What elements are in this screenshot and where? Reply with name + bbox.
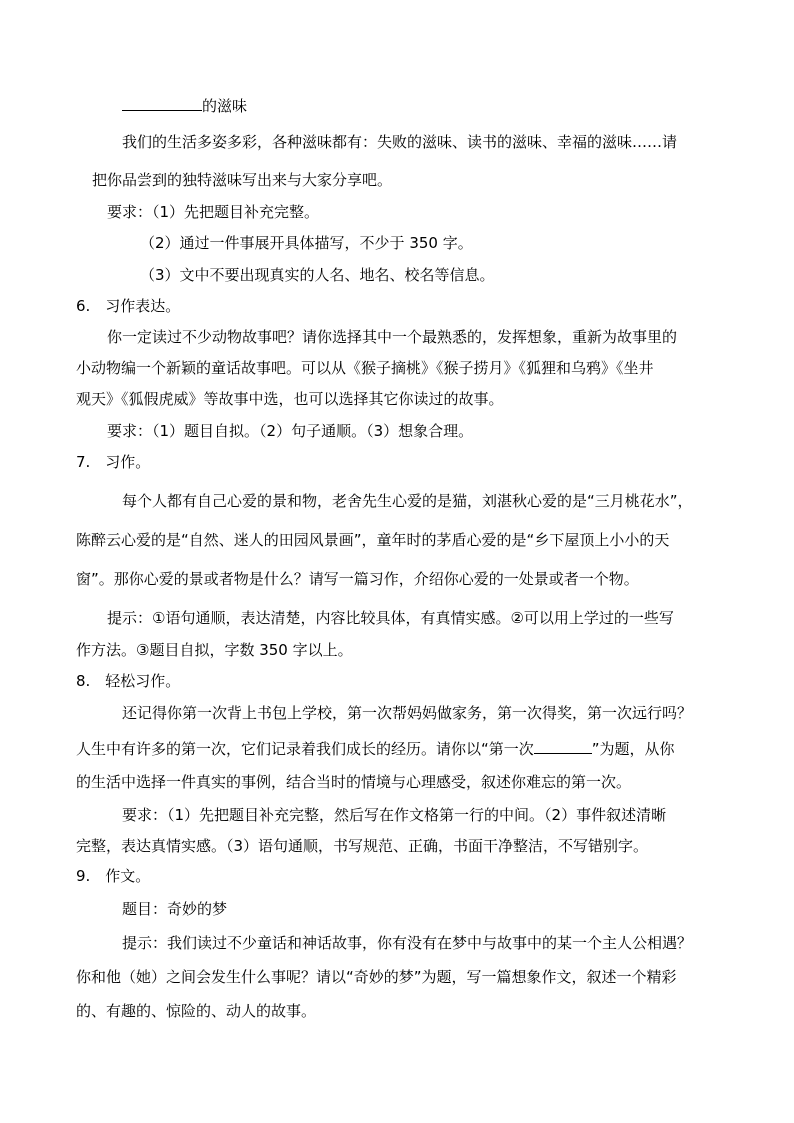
q5-requirement-1: 要求：（1）先把题目补充完整。 [107, 203, 320, 221]
q6-heading: 6. 习作表达。 [76, 297, 181, 315]
q5-requirement-2: （2）通过一件事展开具体描写，不少于 350 字。 [140, 234, 473, 252]
q7-tip-line-1: 提示：①语句通顺，表达清楚，内容比较具体，有真情实感。②可以用上学过的一些写 [107, 609, 674, 627]
q8-paragraph-line-3: 的生活中选择一件真实的事例，结合当时的情境与心理感受，叙述你难忘的第一次。 [76, 773, 632, 791]
q6-paragraph-line-1: 你一定读过不少动物故事吧？请你选择其中一个最熟悉的，发挥想象，重新为故事里的 [107, 328, 678, 346]
q8-paragraph-line-2-start: 人生中有许多的第一次，它们记录着我们成长的经历。请你以“第一次 [76, 740, 534, 758]
q5-intro-line-2: 把你品尝到的独特滋味写出来与大家分享吧。 [92, 171, 393, 189]
q8-title-blank [534, 737, 592, 754]
q9-title: 题目：奇妙的梦 [122, 900, 228, 918]
q5-intro-line-1: 我们的生活多姿多彩，各种滋味都有：失败的滋味、读书的滋味、幸福的滋味……请 [122, 133, 678, 151]
q8-paragraph-line-2-end: ”为题，从你 [591, 740, 675, 758]
q7-heading: 7. 习作。 [76, 453, 151, 471]
q7-paragraph-line-1: 每个人都有自己心爱的景和物，老舍先生心爱的是猫，刘湛秋心爱的是“三月桃花水”， [122, 492, 693, 510]
q5-title-blank [122, 94, 202, 111]
q9-paragraph-line-1: 提示：我们读过不少童话和神话故事，你有没有在梦中与故事中的某一个主人公相遇？ [122, 934, 693, 952]
q8-paragraph-line-2 [76, 737, 675, 759]
q8-paragraph-line-1: 还记得你第一次背上书包上学校，第一次帮妈妈做家务，第一次得奖，第一次远行吗？ [122, 704, 693, 722]
q8-requirement-line-1: 要求：（1）先把题目补充完整，然后写在作文格第一行的中间。（2）事件叙述清晰 [122, 806, 667, 824]
q7-paragraph-line-3: 窗”。那你心爱的景或者物是什么？请写一篇习作，介绍你心爱的一处景或者一个物。 [76, 570, 639, 588]
q8-requirement-line-2: 完整，表达真情实感。（3）语句通顺，书写规范、正确，书面干净整洁，不写错别字。 [76, 837, 649, 855]
q5-title-suffix: 的滋味 [202, 97, 248, 115]
q5-title-line [122, 94, 247, 116]
q6-paragraph-line-3: 观天》《狐假虎威》等故事中选，也可以选择其它你读过的故事。 [76, 390, 504, 408]
q6-paragraph-line-2: 小动物编一个新颖的童话故事吧。可以从《猴子摘桃》《猴子捞月》《狐狸和乌鸦》《坐井 [76, 359, 654, 377]
q5-requirement-3: （3）文中不要出现真实的人名、地名、校名等信息。 [140, 266, 495, 284]
q9-paragraph-line-3: 的、有趣的、惊险的、动人的故事。 [76, 1002, 317, 1020]
q6-requirement: 要求：（1）题目自拟。（2）句子通顺。（3）想象合理。 [107, 422, 474, 440]
q9-heading: 9. 作文。 [76, 867, 151, 885]
q8-heading: 8. 轻松习作。 [76, 672, 181, 690]
q7-paragraph-line-2: 陈醉云心爱的是“自然、迷人的田园风景画”，童年时的茅盾心爱的是“乡下屋顶上小小的天 [76, 531, 670, 549]
q7-tip-line-2: 作方法。③题目自拟，字数 350 字以上。 [76, 641, 353, 659]
q9-paragraph-line-2: 你和他（她）之间会发生什么事呢？请以“奇妙的梦”为题，写一篇想象作文，叙述一个精彩 [76, 968, 677, 986]
